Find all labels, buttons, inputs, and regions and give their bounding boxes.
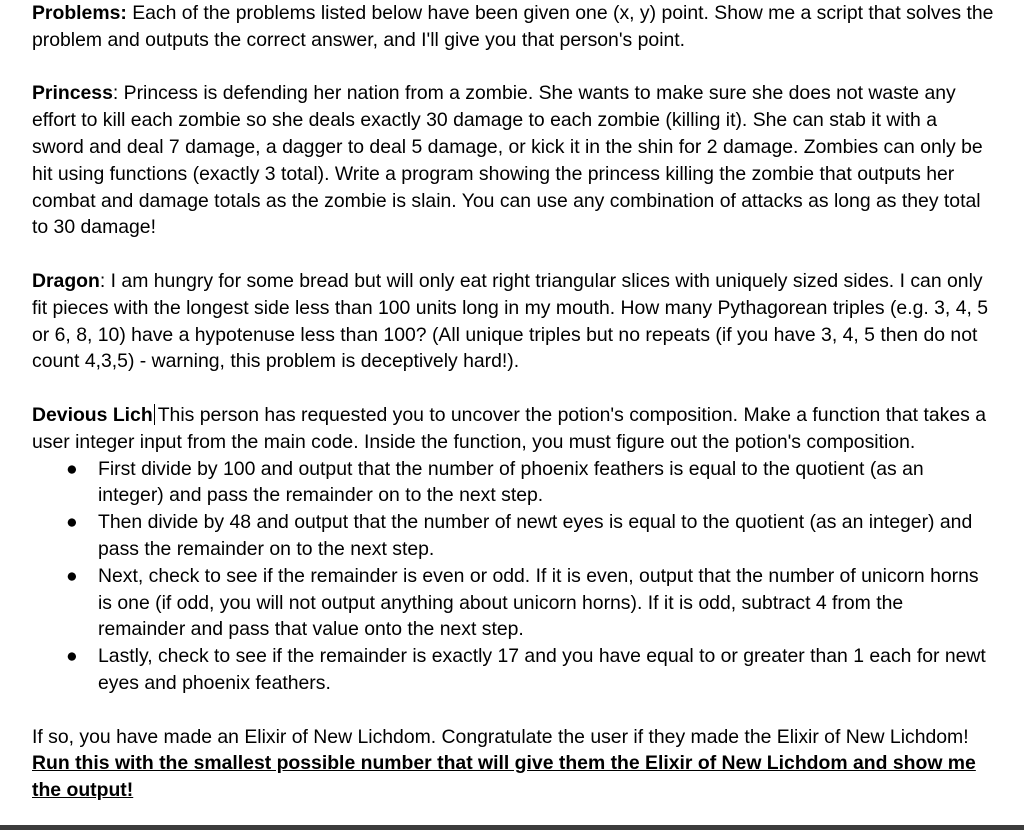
bullet-icon: ●: [66, 457, 78, 480]
lich-paragraph: [32, 402, 994, 456]
lich-steps-list: [32, 456, 994, 697]
step-text: First divide by 100 and output that the number of phoenix feathers is equal to the quotient (as an integer) and pass the remainder on to the next step.: [98, 457, 924, 507]
princess-text: : Princess is defending her nation from a zombie. She wants to make sure she does not waste any effort to kill each zombie so she deals exactly 30 damage to each zombie (killing it). She can stab it with a sword and deal 7 damage, a dagger to deal 5 damage, or kick it in the shin for 2 damage. Zombies can only be hit using functions (exactly 3 total). Write a program showing the princess killing the zombie that outputs her combat and damage totals as the zombie is slain. You can use any combination of attacks as long as they total to 30 damage!: [32, 82, 983, 239]
conclusion-emphasis: Run this with the smallest possible number that will give them the Elixir of New Lichdom and show me the output!: [32, 752, 976, 802]
lich-text: This person has requested you to uncover the potion's composition. Make a function that takes a user integer input from the main code. Inside the function, you must figure out the potion's composition.: [32, 403, 986, 453]
list-item: [32, 509, 994, 563]
bullet-icon: ●: [66, 564, 78, 587]
list-item: [32, 456, 994, 510]
dragon-paragraph: [32, 268, 994, 375]
paragraph-gap: [32, 241, 994, 268]
conclusion-paragraph: [32, 724, 994, 804]
paragraph-gap: [32, 54, 994, 81]
step-text: Then divide by 48 and output that the number of newt eyes is equal to the quotient (as an integer) and pass the remainder on to the next step.: [98, 511, 973, 560]
dragon-text: : I am hungry for some bread but will only eat right triangular slices with uniquely sized sides. I can only fit pieces with the longest side less than 100 units long in my mouth. How many Pythagorean triples (e.g. 3, 4, 5 or 6, 8, 10) have a hypotenuse less than 100? (All unique triples but no repeats (if you have 3, 4, 5 then do not count 4,3,5) - warning, this problem is deceptively hard!).: [32, 269, 989, 373]
bullet-icon: ●: [66, 645, 78, 668]
lich-name: Devious Lich: [32, 403, 153, 426]
paragraph-gap: [32, 697, 994, 724]
princess-name: Princess: [32, 82, 113, 105]
bullet-icon: ●: [66, 511, 78, 534]
step-text: Lastly, check to see if the remainder is exactly 17 and you have equal to or greater than 1 each for newt eyes and phoenix feathers.: [98, 645, 986, 694]
text-cursor: [154, 404, 155, 425]
document-body[interactable]: [32, 0, 994, 804]
intro-paragraph: [32, 0, 994, 54]
intro-text: Each of the problems listed below have been given one (x, y) point. Show me a script that solves the problem and outputs the correct answer, and I'll give you that person's point.: [32, 2, 994, 51]
dragon-name: Dragon: [32, 269, 100, 292]
paragraph-gap: [32, 375, 994, 402]
list-item: [32, 643, 994, 697]
list-item: [32, 563, 994, 643]
horizontal-scrollbar[interactable]: [0, 825, 1024, 830]
princess-paragraph: [32, 80, 994, 241]
conclusion-text: If so, you have made an Elixir of New Lichdom. Congratulate the user if they made the Elixir of New Lichdom!: [32, 725, 969, 748]
step-text: Next, check to see if the remainder is even or odd. If it is even, output that the number of unicorn horns is one (if odd, you will not output anything about unicorn horns). If it is odd, subtract 4 from the remainder and pass that value onto the next step.: [98, 564, 979, 641]
intro-heading: Problems:: [32, 2, 127, 24]
